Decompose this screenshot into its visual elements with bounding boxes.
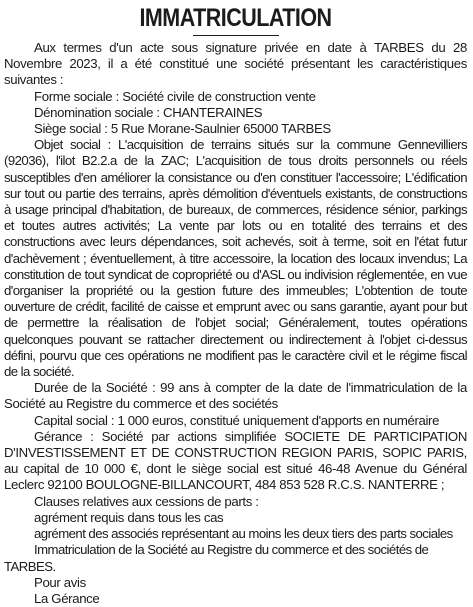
company-duration: Durée de la Société : 99 ans à compter de la date de l'immatriculation de la Société au Registre du commerce et des sociétés xyxy=(4,380,467,412)
company-name: Dénomination sociale : CHANTERAINES xyxy=(34,104,263,120)
intro-paragraph: Aux termes d'un acte sous signature privée en date à TARBES du 28 Novembre 2023, il a été constitué une société présentant les caractéristiques suivantes : xyxy=(4,40,467,88)
share-capital: Capital social : 1 000 euros, constitué uniquement d'apports en numéraire xyxy=(34,412,440,428)
notice-body xyxy=(4,40,467,607)
title-underline xyxy=(193,35,279,36)
legal-form: Forme sociale : Société civile de construction vente xyxy=(34,88,316,104)
signature-la-gerance: La Gérance xyxy=(34,590,100,606)
share-transfer-clauses: Clauses relatives aux cessions de parts : xyxy=(34,493,259,509)
pour-avis: Pour avis xyxy=(34,574,86,590)
registered-office: Siège social : 5 Rue Morane-Saulnier 65000 TARBES xyxy=(34,121,331,137)
approval-required: agrément requis dans tous les cas xyxy=(34,509,224,525)
corporate-purpose: Objet social : L'acquisition de terrains situés sur la commune Gennevilliers (92036), l'ilot B2.2.a de la ZAC; L'acquisition de tous droits personnels ou réels susceptibles d'en améliorer la consistance ou d'en constituer l'accessoire; L'édification sur tout ou partie des terrains, après démolition d'éventuels existants, de constructions à usage principal d'habitation, de bureaux, de commerces, résidence sénior, parkings et toutes autres activités; La vente par lots ou en totalité des terrains et des constructions avec leurs dépendances, soit achevés, soit à terme, soit en l'état futur d'achèvement ; éventuellement, à titre accessoire, la location des locaux invendus; La constitution de tout syndicat de copropriété ou d'ASL ou indivision réglementée, en vue d'organiser la propriété ou la gestion future des immeubles; L'obtention de toute ouverture de crédit, facilité de caisse et emprunt avec ou sans garantie, ayant pour but de permettre la réalisation de l'objet social; Généralement, toutes opérations quelconques pouvant se rattacher directement ou indirectement à l'objet ci-dessus défini, pourvu que ces opérations ne modifient pas le caractère civil et le régime fiscal de la société. xyxy=(4,137,467,380)
notice-title: IMMATRICULATION xyxy=(139,4,332,32)
registration-statement: Immatriculation de la Société au Registre du commerce et des sociétés de TARBES. xyxy=(4,542,429,574)
management: Gérance : Société par actions simplifiée SOCIETE DE PARTICIPATION D'INVESTISSEMENT ET DE CONSTRUCTION REGION PARIS, SOPIC PARIS, au capital de 10 000 €, dont le siège social est situé 46-48 Avenue du Général Leclerc 92100 BOULOGNE-BILLANCOURT, 484 853 528 R.C.S. NANTERRE ; xyxy=(4,428,467,493)
approval-majority: agrément des associés représentant au moins les deux tiers des parts sociales xyxy=(34,526,453,542)
